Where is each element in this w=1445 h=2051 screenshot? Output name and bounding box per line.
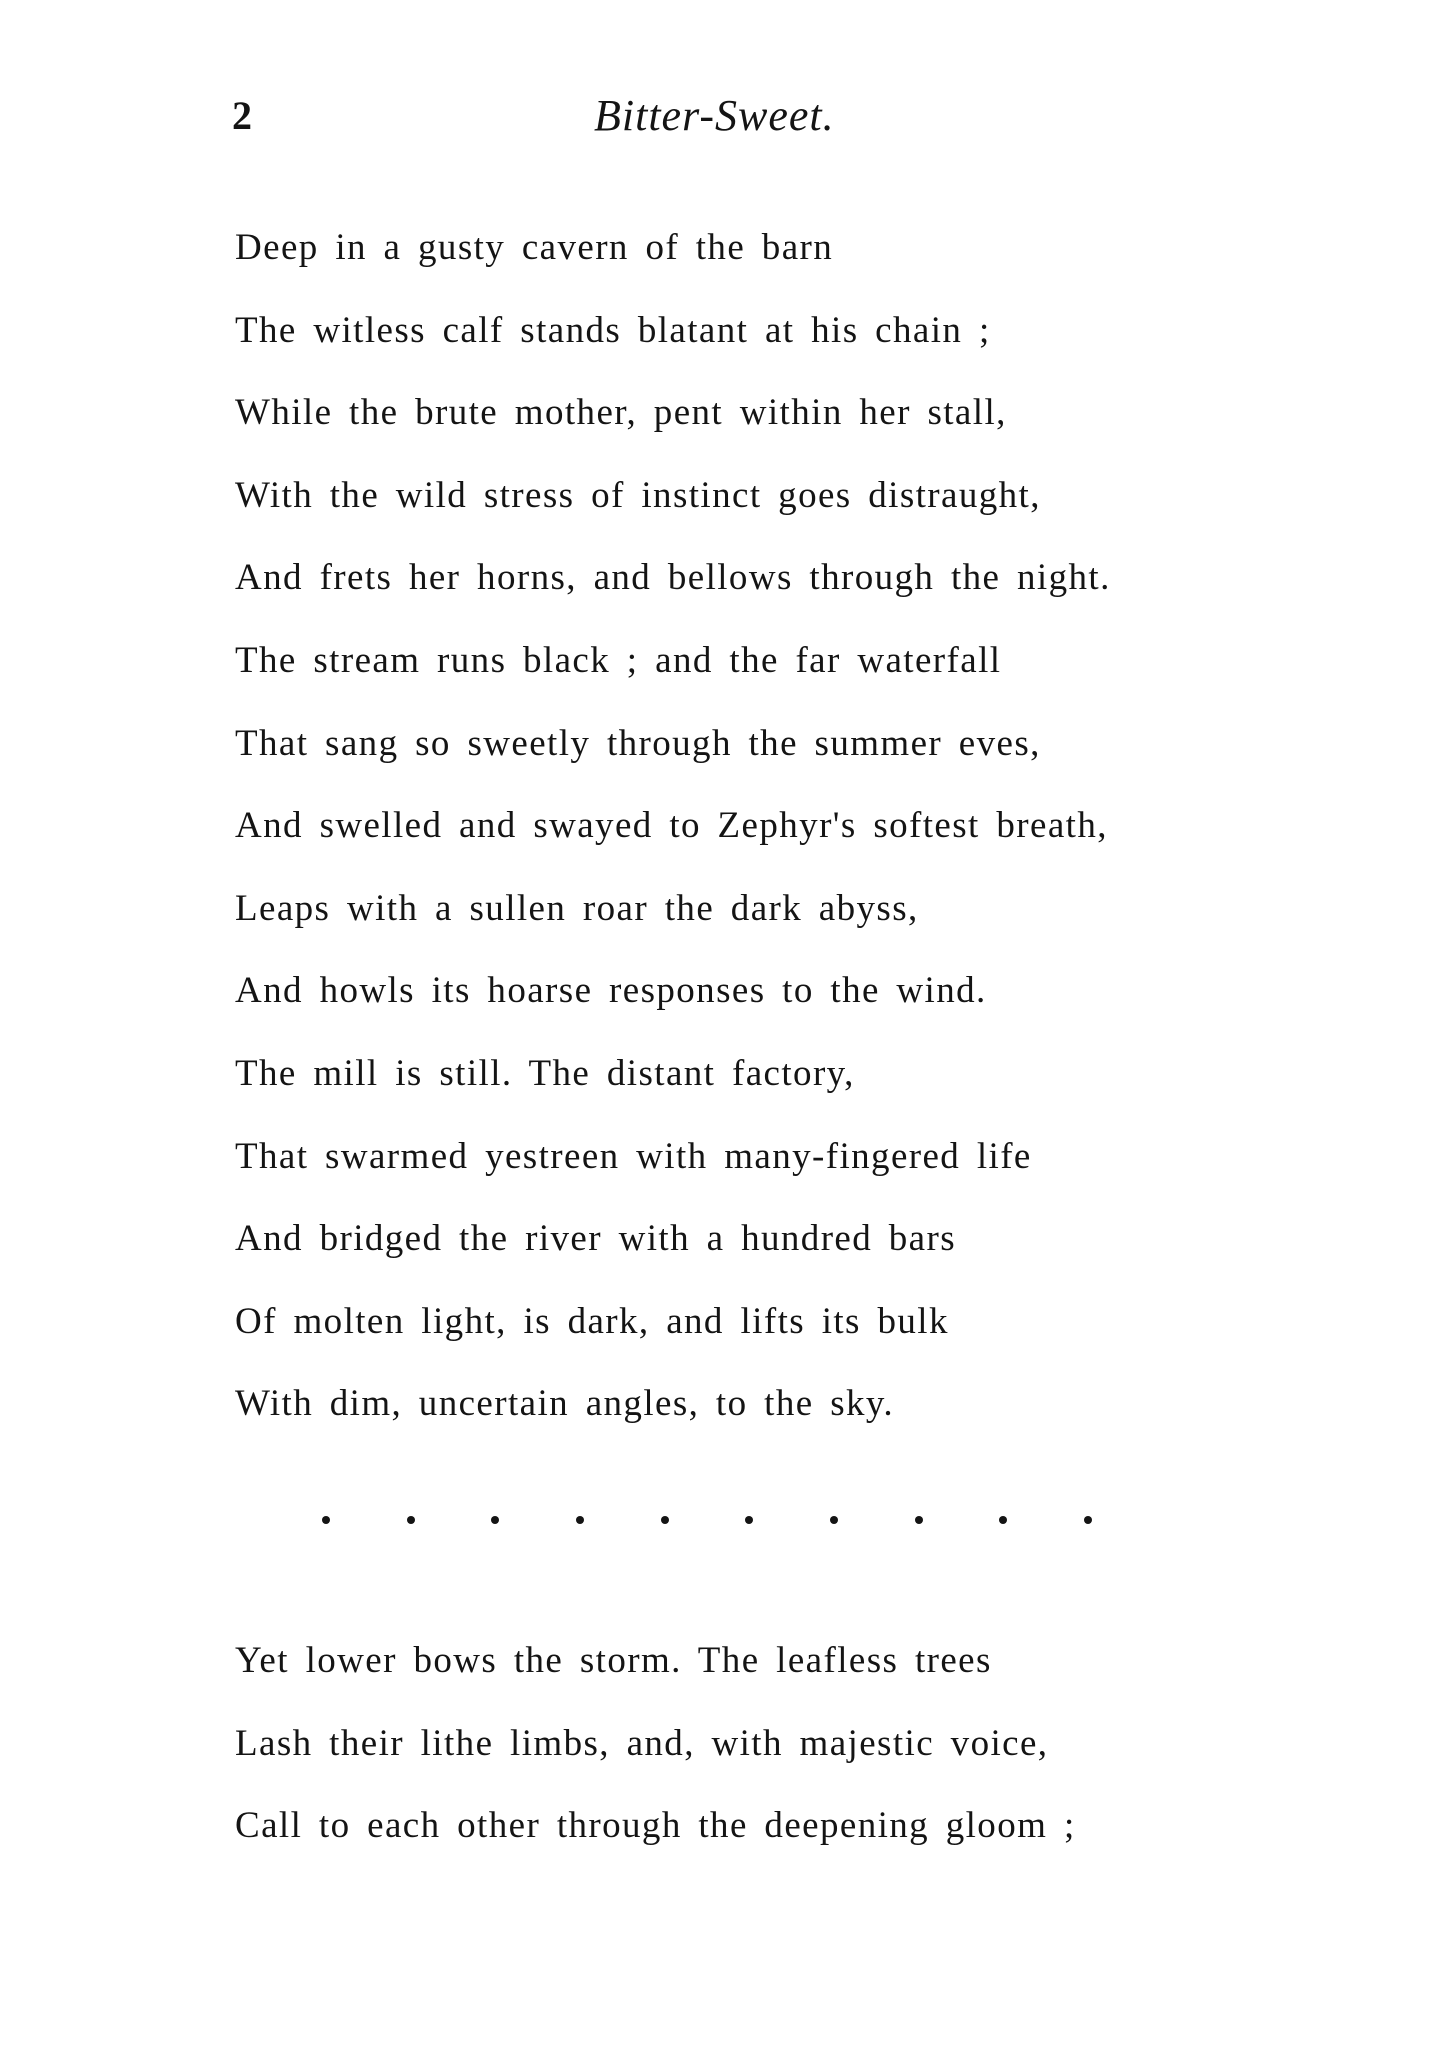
verse-line: That swarmed yestreen with many-fingered life bbox=[235, 1135, 1032, 1177]
verse-line: With dim, uncertain angles, to the sky. bbox=[235, 1383, 895, 1425]
verse-line: The stream runs black ; and the far waterfall bbox=[235, 639, 1002, 681]
ellipsis-dot bbox=[999, 1516, 1007, 1524]
ellipsis-dot bbox=[576, 1516, 584, 1524]
page-number: 2 bbox=[232, 93, 252, 138]
ellipsis-dot bbox=[1084, 1516, 1092, 1524]
verse-line: And swelled and swayed to Zephyr's softest breath, bbox=[235, 805, 1108, 847]
ellipsis-dot bbox=[322, 1516, 330, 1524]
verse-line: With the wild stress of instinct goes distraught, bbox=[235, 474, 1041, 516]
stanza-2 bbox=[235, 1620, 1076, 1868]
ellipsis-dot bbox=[830, 1516, 838, 1524]
verse-line: And bridged the river with a hundred bars bbox=[235, 1218, 957, 1260]
verse-line: And howls its hoarse responses to the wind. bbox=[235, 970, 987, 1012]
ellipsis-dot bbox=[745, 1516, 753, 1524]
stanza-1 bbox=[235, 207, 1111, 1446]
verse-line: Of molten light, is dark, and lifts its bulk bbox=[235, 1300, 949, 1342]
running-title: Bitter-Sweet. bbox=[594, 91, 835, 140]
ellipsis-dot bbox=[661, 1516, 669, 1524]
verse-line: While the brute mother, pent within her stall, bbox=[235, 392, 1007, 434]
verse-line: The witless calf stands blatant at his chain ; bbox=[235, 309, 991, 351]
verse-line: Leaps with a sullen roar the dark abyss, bbox=[235, 887, 919, 929]
ellipsis-dot bbox=[915, 1516, 923, 1524]
verse-line: Deep in a gusty cavern of the barn bbox=[235, 227, 834, 268]
verse-line: That sang so sweetly through the summer eves, bbox=[235, 722, 1041, 764]
ellipsis-dot bbox=[407, 1516, 415, 1524]
verse-line: The mill is still. The distant factory, bbox=[235, 1052, 855, 1094]
verse-line: Yet lower bows the storm. The leafless trees bbox=[235, 1640, 992, 1681]
section-break-dots bbox=[322, 1510, 1092, 1530]
verse-line: Lash their lithe limbs, and, with majestic voice, bbox=[235, 1722, 1049, 1764]
verse-line: And frets her horns, and bellows through the night. bbox=[235, 557, 1111, 599]
ellipsis-dot bbox=[491, 1516, 499, 1524]
verse-line: Call to each other through the deepening gloom ; bbox=[235, 1805, 1076, 1847]
